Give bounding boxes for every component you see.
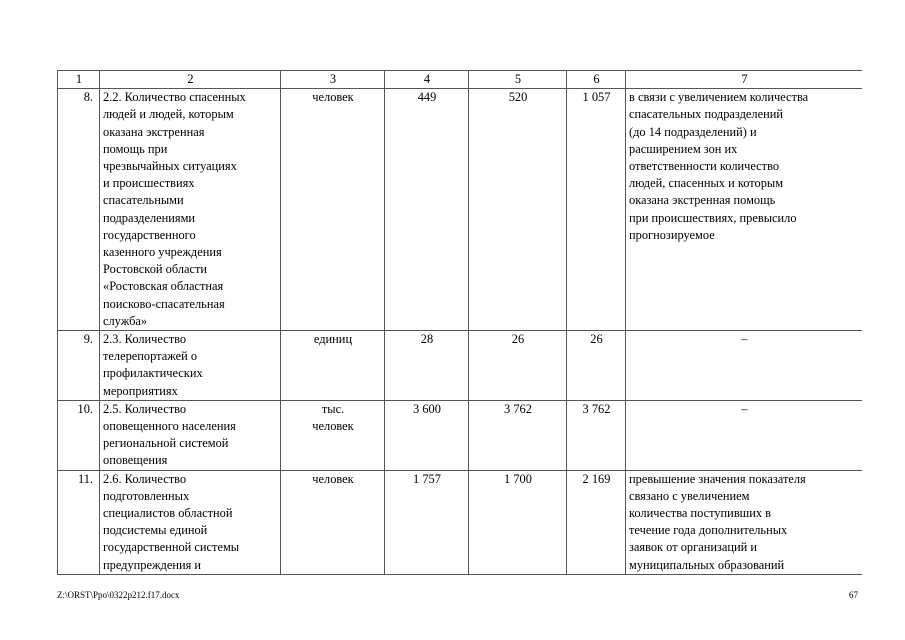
- unit-cell: тыс. человек: [281, 400, 385, 470]
- document-table-container: [57, 70, 862, 577]
- indicators-table: [57, 70, 862, 575]
- row-number: 8.: [58, 89, 100, 331]
- note-cell: –: [626, 331, 863, 401]
- value-cell: 3 762: [469, 400, 567, 470]
- value-cell: 26: [469, 331, 567, 401]
- note-cell: в связи с увеличением количества спасательных подразделений (до 14 подразделений) и расширением зон их ответственности количество людей, спасенных и которым оказана экстренная помощь при происшествиях, превысило прогнозируемое: [626, 89, 863, 331]
- value-cell: 3 762: [567, 400, 626, 470]
- table-row: [58, 400, 863, 470]
- indicator-description: 2.3. Количество телерепортажей о профилактических мероприятиях: [100, 331, 281, 401]
- column-number-header: 4: [385, 71, 469, 89]
- column-number-header: 6: [567, 71, 626, 89]
- note-cell: –: [626, 400, 863, 470]
- row-number: 11.: [58, 470, 100, 574]
- table-row: [58, 331, 863, 401]
- column-number-header: 3: [281, 71, 385, 89]
- value-cell: 26: [567, 331, 626, 401]
- unit-cell: человек: [281, 89, 385, 331]
- unit-cell: человек: [281, 470, 385, 574]
- column-number-header: 2: [100, 71, 281, 89]
- page-number: 67: [849, 590, 858, 600]
- indicator-description: 2.6. Количество подготовленных специалистов областной подсистемы единой государственной системы предупреждения и: [100, 470, 281, 574]
- column-number-header: 1: [58, 71, 100, 89]
- table-row: [58, 470, 863, 574]
- value-cell: 28: [385, 331, 469, 401]
- table-row: [58, 89, 863, 331]
- unit-cell: единиц: [281, 331, 385, 401]
- column-number-header: 5: [469, 71, 567, 89]
- value-cell: 1 700: [469, 470, 567, 574]
- row-number: 10.: [58, 400, 100, 470]
- value-cell: 2 169: [567, 470, 626, 574]
- value-cell: 520: [469, 89, 567, 331]
- value-cell: 1 757: [385, 470, 469, 574]
- indicator-description: 2.5. Количество оповещенного населения региональной системой оповещения: [100, 400, 281, 470]
- value-cell: 3 600: [385, 400, 469, 470]
- column-number-row: [58, 71, 863, 89]
- value-cell: 449: [385, 89, 469, 331]
- file-path-footer: Z:\ORST\Ppo\0322p212.f17.docx: [57, 590, 180, 600]
- value-cell: 1 057: [567, 89, 626, 331]
- note-cell: превышение значения показателя связано с увеличением количества поступивших в течение года дополнительных заявок от организаций и муниципальных образований: [626, 470, 863, 574]
- row-number: 9.: [58, 331, 100, 401]
- column-number-header: 7: [626, 71, 863, 89]
- indicator-description: 2.2. Количество спасенных людей и людей, которым оказана экстренная помощь при чрезвычайных ситуациях и происшествиях спасательными подразделениями государственного казенного учреждения Ростовской области «Ростовская областная поисково-спасательная служба»: [100, 89, 281, 331]
